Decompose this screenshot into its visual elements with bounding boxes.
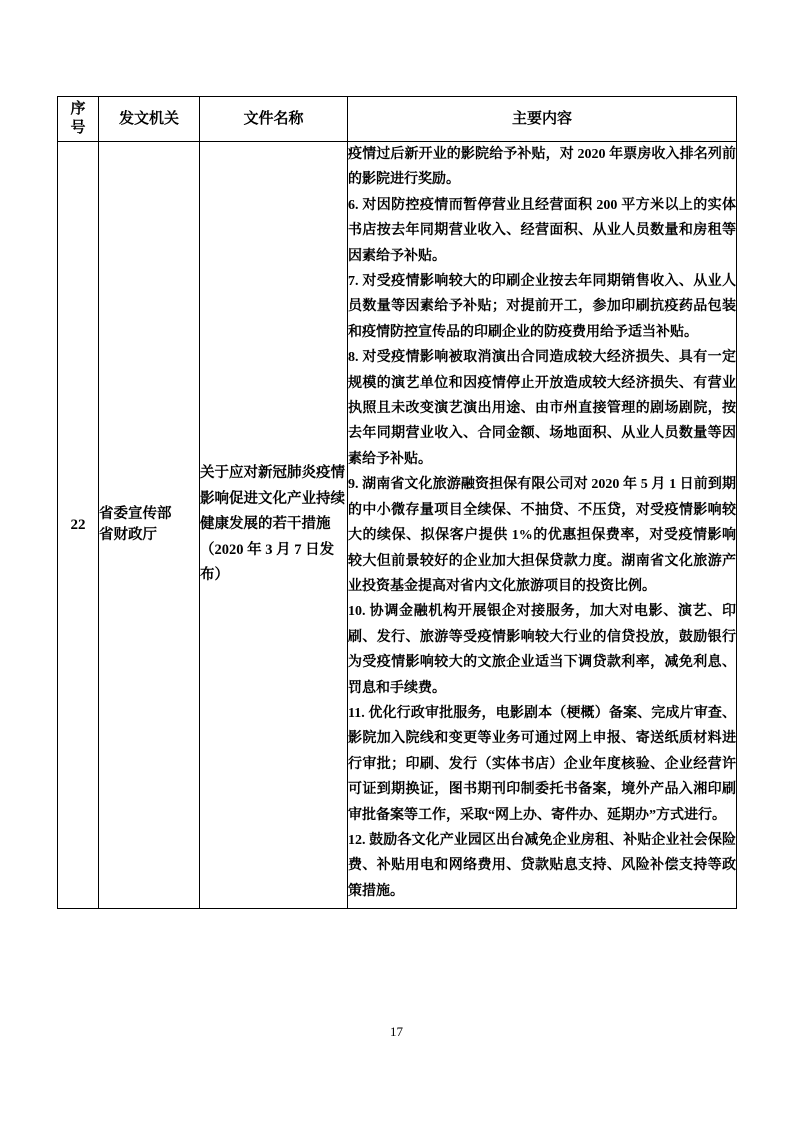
table-row	[58, 142, 737, 909]
table-header-row	[58, 97, 737, 142]
header-seq-line1: 序	[70, 101, 86, 117]
policy-table	[57, 96, 737, 909]
content-paragraph: 6. 对因防控疫情而暂停营业且经营面积 200 平方米以上的实体书店按去年同期营业收入、经营面积、从业人员数量和房租等因素给予补贴。	[348, 197, 736, 264]
header-main-content: 主要内容	[348, 97, 737, 142]
header-agency: 发文机关	[99, 97, 200, 142]
row-agency	[99, 142, 200, 909]
header-doc-name: 文件名称	[200, 97, 348, 142]
content-paragraph: 11. 优化行政审批服务，电影剧本（梗概）备案、完成片审查、影院加入院线和变更等业务可通过网上申报、寄送纸质材料进行审批；印刷、发行（实体书店）企业年度核验、企业经营许可证到期换证，图书期刊印制委托书备案，境外产品入湘印刷审批备案等工作，采取“网上办、寄件办、延期办”方式进行。	[348, 705, 736, 823]
agency-line-2: 省财政厅	[99, 527, 157, 543]
row-doc-title: 关于应对新冠肺炎疫情影响促进文化产业持续健康发展的若干措施（2020 年 3 月 7 日发布）	[200, 142, 348, 909]
row-seq-number: 22	[58, 142, 99, 909]
content-paragraph: 8. 对受疫情影响被取消演出合同造成较大经济损失、具有一定规模的演艺单位和因疫情停止开放造成较大经济损失、有营业执照且未改变演艺演出用途、由市州直接管理的剧场剧院，按去年同期营业收入、合同金额、场地面积、从业人员数量等因素给予补贴。	[348, 350, 736, 467]
content-paragraph: 12. 鼓励各文化产业园区出台减免企业房租、补贴企业社会保险费、补贴用电和网络费用、贷款贴息支持、风险补偿支持等政策措施。	[348, 832, 736, 899]
agency-line-1: 省委宣传部	[99, 506, 172, 522]
page-number: 17	[390, 1024, 403, 1039]
content-paragraph: 9. 湖南省文化旅游融资担保有限公司对 2020 年 5 月 1 日前到期的中小微存量项目全续保、不抽贷、不压贷，对受疫情影响较大的续保、拟保客户提供 1%的优惠担保费率，对受疫情影响较大但前景较好的企业加大担保贷款力度。湖南省文化旅游产业投资基金提高对省内文化旅游项目的投资比例。	[348, 477, 736, 594]
header-seq	[58, 97, 99, 142]
content-paragraph: 10. 协调金融机构开展银企对接服务，加大对电影、演艺、印刷、发行、旅游等受疫情影响较大行业的信贷投放，鼓励银行为受疫情影响较大的文旅企业适当下调贷款利率，减免利息、罚息和手续费。	[348, 604, 736, 696]
content-paragraph: 7. 对受疫情影响较大的印刷企业按去年同期销售收入、从业人员数量等因素给予补贴；对提前开工，参加印刷抗疫药品包装和疫情防控宣传品的印刷企业的防疫费用给予适当补贴。	[348, 274, 736, 340]
content-paragraph: 疫情过后新开业的影院给予补贴，对 2020 年票房收入排名列前的影院进行奖励。	[348, 147, 736, 188]
row-main-content	[348, 142, 737, 909]
header-seq-line2: 号	[70, 120, 86, 136]
